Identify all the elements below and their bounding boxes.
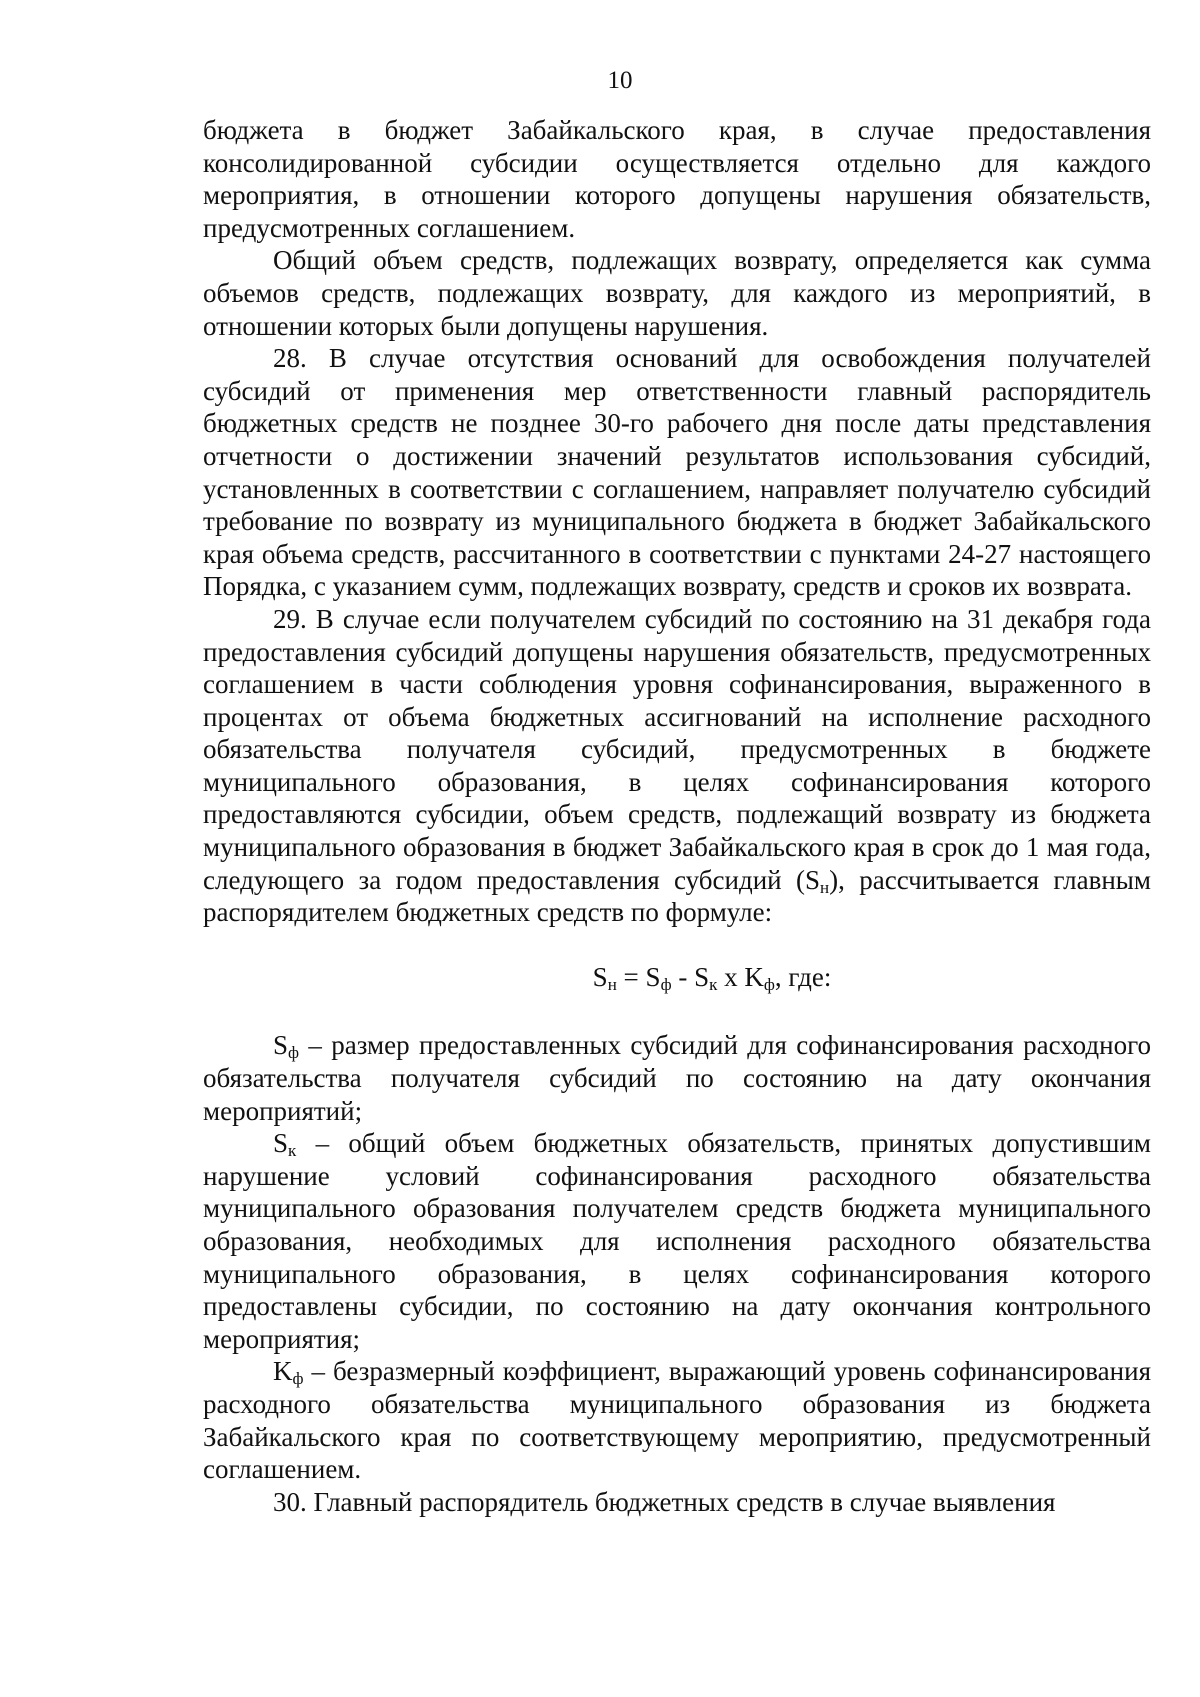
formula-operator: - [671,961,695,992]
formula-symbol: S [694,961,710,992]
definition-subscript: к [288,1141,297,1161]
definition-subscript: ф [288,1043,300,1063]
definition-s-k [203,1127,1151,1355]
formula [203,961,1151,994]
paragraph-29-subscript: н [820,877,830,897]
document-body [203,114,1151,1518]
formula-subscript: к [709,974,718,994]
formula-symbol: K [744,961,764,992]
definition-s-f [203,1029,1151,1127]
formula-operator: x [717,961,745,992]
formula-tail: , где: [774,961,832,992]
formula-subscript: ф [763,974,775,994]
definition-text: – размер предоставленных субсидий для софинансирования расходного обязательства получателя субсидий по состоянию на дату окончания мероприятий; [203,1030,1151,1126]
formula-subscript: н [607,974,617,994]
formula-symbol: S [592,961,608,992]
paragraph-29-text-b: ), рассчитывается главным распорядителем бюджетных средств по формуле: [203,864,1151,928]
definition-text: – общий объем бюджетных обязательств, принятых допустившим нарушение условий софинансирования расходного обязательства муниципального образования получателем средств бюджета муниципального образования, необходимых для исполнения расходного обязательства муниципального образования, в целях софинансирования которого предоставлены субсидии, по состоянию на дату окончания контрольного мероприятия; [203,1128,1151,1354]
paragraph-29-text-a: 29. В случае если получателем субсидий по состоянию на 31 декабря года предоставления субсидий допущены нарушения обязательств, предусмотренных соглашением в части соблюдения уровня софинансирования, выраженного в процентах от объема бюджетных ассигнований на исполнение расходного обязательства получателя субсидий, предусмотренных в бюджете муниципального образования, в целях софинансирования которого предоставляются субсидии, объем средств, подлежащий возврату из бюджета муниципального образования в бюджет Забайкальского края в срок до 1 мая года, следующего за годом предоставления субсидий (S [203,603,1151,895]
paragraph-continuation: бюджета в бюджет Забайкальского края, в случае предоставления консолидированной субсидии осуществляется отдельно для каждого мероприятия, в отношении которого допущены нарушения обязательств, предусмотренных соглашением. [203,115,1151,243]
definition-k-f [203,1355,1151,1485]
page-number: 10 [607,67,633,94]
definition-symbol: S [273,1128,289,1159]
formula-subscript: ф [660,974,672,994]
formula-symbol: S [645,961,661,992]
formula-operator: = [616,961,646,992]
paragraph-28: 28. В случае отсутствия оснований для освобождения получателей субсидий от применения мер ответственности главный распорядитель бюджетных средств не позднее 30-го рабочего дня после даты представления отчетности о достижении значений результатов использования субсидий, установленных в соответствии с соглашением, направляет получателю субсидий требование по возврату из муниципального бюджета в бюджет Забайкальского края объема средств, рассчитанного в соответствии с пунктами 24-27 настоящего Порядка, с указанием сумм, подлежащих возврату, средств и сроков их возврата. [203,343,1151,602]
paragraph-30: 30. Главный распорядитель бюджетных средств в случае выявления [273,1486,1056,1517]
paragraph-29 [203,603,1151,929]
paragraph-total-volume: Общий объем средств, подлежащих возврату, определяется как сумма объемов средств, подлежащих возврату, для каждого из мероприятий, в отношении которых были допущены нарушения. [203,245,1151,341]
definition-text: – безразмерный коэффициент, выражающий уровень софинансирования расходного обязательства муниципального образования из бюджета Забайкальского края по соответствующему мероприятию, предусмотренный соглашением. [203,1356,1151,1485]
definition-subscript: ф [292,1369,304,1389]
definition-symbol: K [273,1356,293,1387]
definition-symbol: S [273,1030,289,1061]
